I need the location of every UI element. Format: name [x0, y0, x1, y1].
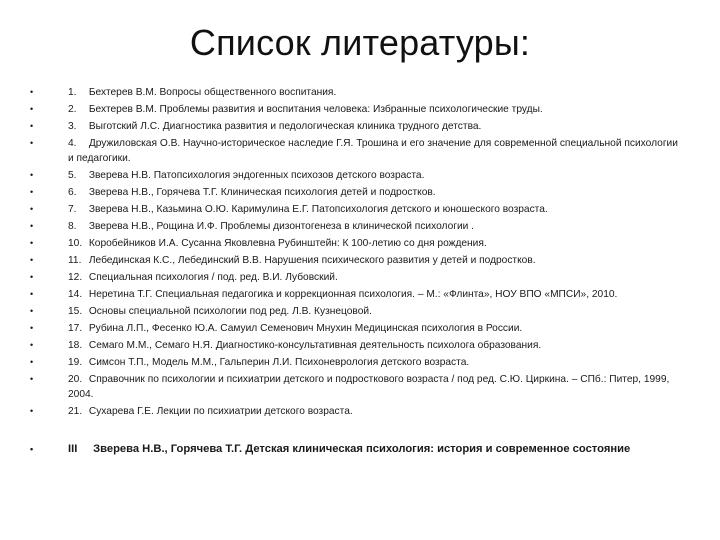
item-text: Коробейников И.А. Сусанна Яковлевна Рубинштейн: К 100-летию со дня рождения.	[88, 238, 487, 249]
item-number: 7.	[68, 204, 77, 215]
item-text: Дружиловская О.В. Научно-историческое наследие Г.Я. Трошина и его значение для современной специальной психологии и педагогики.	[68, 138, 678, 164]
item-number: 15.	[68, 306, 83, 317]
bullet-icon: •	[30, 87, 34, 97]
bullet-icon: •	[30, 138, 34, 148]
bullet-icon: •	[30, 289, 34, 299]
bullet-icon: •	[30, 238, 34, 248]
bullet-icon: •	[30, 204, 34, 214]
list-item	[26, 337, 686, 354]
item-text: Рубина Л.П., Фесенко Ю.А. Самуил Семенович Мнухин Медицинская психология в России.	[88, 323, 523, 334]
list-item	[26, 252, 686, 269]
item-number: 17.	[68, 323, 83, 334]
item-number: 1.	[68, 87, 77, 98]
item-text: Семаго М.М., Семаго Н.Я. Диагностико-консультативная деятельность психолога образования.	[88, 340, 542, 351]
item-text: Зверева Н.В., Рощина И.Ф. Проблемы дизонтогенеза в клинической психологии .	[88, 221, 475, 232]
item-text: Зверева Н.В., Горячева Т.Г. Детская клиническая психология: история и современное состояние	[93, 443, 631, 455]
list-item-final	[26, 441, 686, 458]
bullet-icon: •	[30, 170, 34, 180]
bullet-icon: •	[30, 406, 34, 416]
bullet-icon: •	[30, 255, 34, 265]
list-item	[26, 118, 686, 135]
item-number: 4.	[68, 138, 77, 149]
list-spacer	[26, 420, 686, 441]
list-item	[26, 184, 686, 201]
item-number: III	[68, 443, 78, 455]
list-item	[26, 235, 686, 252]
list-item	[26, 84, 686, 101]
item-number: 19.	[68, 357, 83, 368]
item-number: 21.	[68, 406, 83, 417]
item-text: Специальная психология / под. ред. В.И. Лубовский.	[88, 272, 338, 283]
bullet-icon: •	[30, 323, 34, 333]
bullet-icon: •	[30, 221, 34, 231]
item-text: Симсон Т.П., Модель М.М., Гальперин Л.И. Психоневрология детского возраста.	[88, 357, 470, 368]
page-title: Список литературы:	[189, 22, 531, 63]
bullet-icon: •	[30, 306, 34, 316]
list-item	[26, 286, 686, 303]
list-item	[26, 320, 686, 337]
item-number: 18.	[68, 340, 83, 351]
item-number: 3.	[68, 121, 77, 132]
list-item	[26, 218, 686, 235]
bullet-icon: •	[30, 187, 34, 197]
list-item	[26, 135, 686, 167]
item-number: 5.	[68, 170, 77, 181]
bullet-icon: •	[30, 272, 34, 282]
list-item	[26, 354, 686, 371]
item-number: 6.	[68, 187, 77, 198]
item-text: Лебединская К.С., Лебединский В.В. Нарушения психического развития у детей и подростков.	[88, 255, 536, 266]
item-number: 12.	[68, 272, 83, 283]
item-number: 8.	[68, 221, 77, 232]
item-text: Бехтерев В.М. Вопросы общественного воспитания.	[88, 87, 337, 98]
item-number: 14.	[68, 289, 83, 300]
list-item	[26, 303, 686, 320]
bullet-icon: •	[30, 444, 34, 454]
item-text: Сухарева Г.Е. Лекции по психиатрии детского возраста.	[88, 406, 353, 417]
reference-list	[26, 84, 686, 458]
item-number: 11.	[68, 255, 82, 266]
list-item	[26, 371, 686, 403]
item-text: Бехтерев В.М. Проблемы развития и воспитания человека: Избранные психологические труды.	[88, 104, 543, 115]
bullet-icon: •	[30, 340, 34, 350]
bullet-icon: •	[30, 374, 34, 384]
bullet-icon: •	[30, 104, 34, 114]
item-text: Зверева Н.В. Патопсихология эндогенных психозов детского возраста.	[88, 170, 425, 181]
item-text: Неретина Т.Г. Специальная педагогика и коррекционная психология. – М.: «Флинта», НОУ ВПО «МПСИ», 2010.	[88, 289, 618, 300]
item-number: 10.	[68, 238, 83, 249]
item-text: Основы специальной психологии под ред. Л.В. Кузнецовой.	[88, 306, 372, 317]
item-text: Зверева Н.В., Горячева Т.Г. Клиническая психология детей и подростков.	[88, 187, 436, 198]
list-item	[26, 201, 686, 218]
item-text: Зверева Н.В., Казьмина О.Ю. Каримулина Е.Г. Патопсихология детского и юношеского возраста.	[88, 204, 548, 215]
item-text: Справочник по психологии и психиатрии детского и подросткового возраста / под ред. С.Ю. Циркина. – СПб.: Питер, 1999, 2004.	[68, 374, 670, 400]
bullet-icon: •	[30, 121, 34, 131]
list-item	[26, 269, 686, 286]
list-item	[26, 403, 686, 420]
bullet-icon: •	[30, 357, 34, 367]
list-item	[26, 167, 686, 184]
list-item	[26, 101, 686, 118]
item-number: 20.	[68, 374, 83, 385]
item-number: 2.	[68, 104, 77, 115]
item-text: Выготский Л.С. Диагностика развития и педологическая клиника трудного детства.	[88, 121, 482, 132]
